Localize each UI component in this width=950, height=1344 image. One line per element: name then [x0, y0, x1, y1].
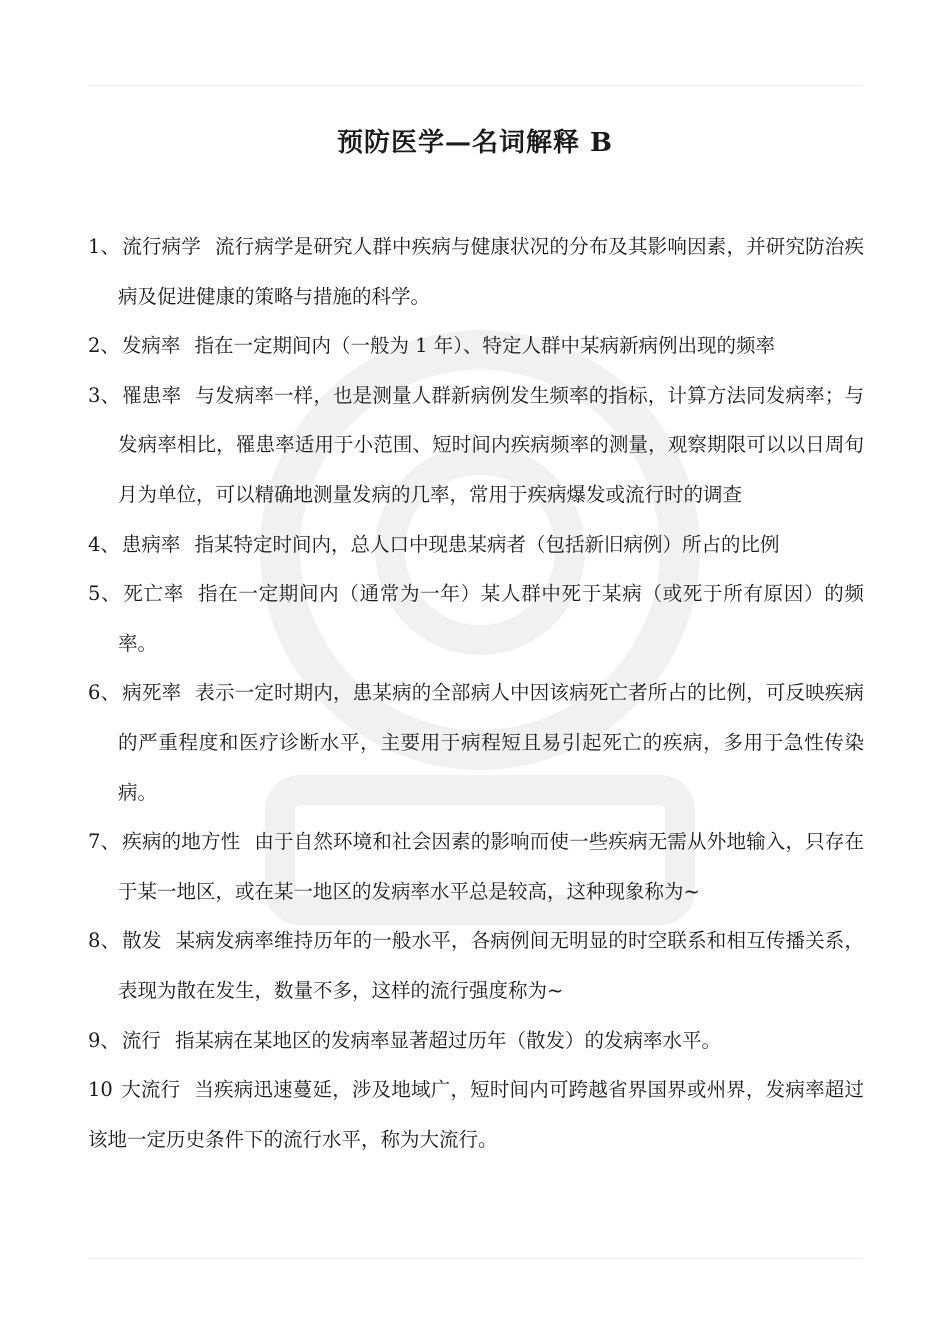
entry-definition: 与发病率一样，也是测量人群新病例发生频率的指标，计算方法同发病率；与发病率相比，罹患率适用于小范围、短时间内疾病频率的测量，观察期限可以以日周旬月为单位，可以精确地测量发病的几率，常用于疾病爆发或流行时的调查 — [118, 383, 864, 506]
entry-term: 流行 — [121, 1028, 161, 1052]
definition-entry — [88, 569, 864, 668]
document-title: 预防医学—名词解释 B — [336, 128, 614, 158]
entry-term: 罹患率 — [122, 383, 182, 407]
entry-definition: 指在一定期间内（通常为一年）某人群中死于某病（或死于所有原因）的频率。 — [118, 582, 864, 655]
entry-number: 8、 — [88, 929, 121, 953]
entry-term: 病死率 — [122, 681, 182, 705]
entry-number: 4、 — [88, 532, 120, 556]
definition-entry — [88, 916, 864, 1015]
entry-number: 9、 — [88, 1028, 120, 1052]
definition-entry — [88, 222, 864, 321]
entry-number: 3、 — [88, 383, 121, 407]
entry-definition: 指在一定期间内（一般为 1 年）、特定人群中某病新病例出现的频率 — [194, 334, 775, 358]
entry-term: 患病率 — [121, 532, 181, 556]
entry-definition: 当疾病迅速蔓延，涉及地域广，短时间内可跨越省界国界或州界，发病率超过该地一定历史条件下的流行水平，称为大流行。 — [88, 1078, 864, 1151]
entry-number: 7、 — [88, 830, 121, 854]
entry-definition: 某病发病率维持历年的一般水平，各病例间无明显的时空联系和相互传播关系，表现为散在发生，数量不多，这样的流行强度称为~ — [118, 929, 864, 1002]
entry-number: 5、 — [88, 582, 122, 606]
entry-definition: 表示一定时期内，患某病的全部病人中因该病死亡者所占的比例，可反映疾病的严重程度和医疗诊断水平，主要用于病程短且易引起死亡的疾病，多用于急性传染病。 — [118, 681, 864, 804]
definition-entry — [88, 668, 864, 817]
definition-entry — [88, 371, 864, 520]
definition-entry — [88, 1065, 864, 1164]
entry-number: 2、 — [88, 334, 120, 358]
definition-entry — [88, 1016, 864, 1066]
entry-number: 1、 — [88, 235, 121, 258]
entry-term: 散发 — [122, 929, 162, 953]
entry-term: 死亡率 — [123, 582, 184, 606]
entry-term: 流行病学 — [122, 235, 201, 258]
entry-number: 10 — [88, 1078, 113, 1102]
definition-entry — [88, 321, 864, 371]
definition-entry — [88, 817, 864, 916]
entry-definition: 由于自然环境和社会因素的影响而使一些疾病无需从外地输入，只存在于某一地区，或在某一地区的发病率水平总是较高，这种现象称为~ — [118, 830, 864, 903]
definition-entry — [88, 520, 864, 570]
entry-term: 疾病的地方性 — [122, 830, 241, 854]
entry-definition: 指某特定时间内，总人口中现患某病者（包括新旧病例）所占的比例 — [194, 532, 780, 556]
entry-term: 大流行 — [121, 1078, 181, 1102]
entry-definition: 指某病在某地区的发病率显著超过历年（散发）的发病率水平。 — [174, 1028, 721, 1052]
top-divider — [88, 85, 862, 86]
entry-definition: 流行病学是研究人群中疾病与健康状况的分布及其影响因素，并研究防治疾病及促进健康的策略与措施的科学。 — [118, 235, 864, 308]
definitions-list — [88, 222, 864, 1164]
entry-term: 发病率 — [121, 334, 181, 358]
bottom-divider — [88, 1258, 862, 1259]
entry-number: 6、 — [88, 681, 121, 705]
